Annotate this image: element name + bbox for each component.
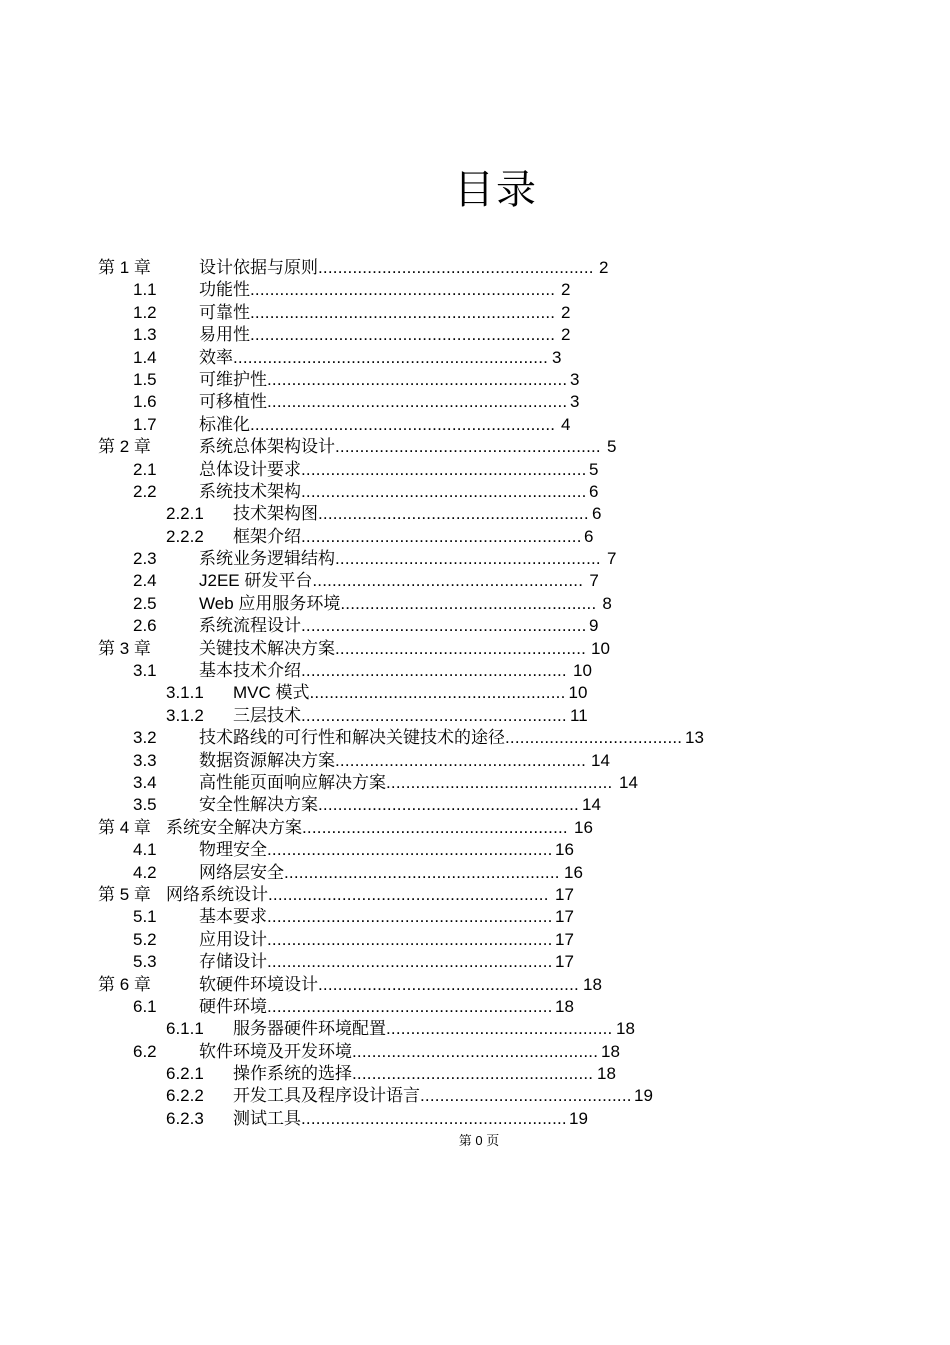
toc-entry-title: 效率 xyxy=(199,347,233,367)
toc-leader-dots: ................................................... xyxy=(335,638,587,658)
toc-entry-line xyxy=(199,839,574,861)
toc-page-number: 19 xyxy=(569,1108,588,1128)
toc-entry-number: 6.2 xyxy=(133,1041,157,1061)
toc-entry[interactable] xyxy=(0,996,950,1018)
toc-entry-title: 可靠性 xyxy=(199,302,250,322)
toc-entry[interactable] xyxy=(0,615,950,637)
toc-entry-title: 物理安全 xyxy=(199,840,267,860)
toc-entry-line xyxy=(199,324,570,346)
toc-leader-dots: .................................................... xyxy=(340,593,597,613)
toc-leader-dots: .......................................................... xyxy=(301,616,587,636)
toc-entry-line xyxy=(199,615,598,637)
toc-leader-dots: ..................................................... xyxy=(318,795,579,815)
toc-leader-dots: .......................................................... xyxy=(267,929,553,949)
toc-page-number: 6 xyxy=(589,481,599,501)
toc-entry-title: 硬件环境 xyxy=(199,996,267,1016)
toc-entry[interactable] xyxy=(0,1063,950,1085)
toc-page-number: 17 xyxy=(555,907,574,927)
toc-entry-number: 5.2 xyxy=(133,929,157,949)
toc-page-number: 9 xyxy=(589,616,599,636)
toc-entry-line xyxy=(199,459,598,481)
toc-entry-number: 2.5 xyxy=(133,593,157,613)
toc-entry-line xyxy=(233,1085,653,1107)
toc-page-number: 13 xyxy=(685,728,704,748)
toc-entry-number: 5.1 xyxy=(133,907,157,927)
toc-entry[interactable] xyxy=(0,1085,950,1107)
toc-entry-number: 6.1.1 xyxy=(166,1019,204,1039)
toc-entry-title: 系统流程设计 xyxy=(199,616,301,636)
toc-entry-number: 6.2.3 xyxy=(166,1108,204,1128)
toc-title: 目录 xyxy=(454,168,538,212)
toc-entry-title: 关键技术解决方案 xyxy=(199,638,335,658)
toc-entry-number: 第 1 章 xyxy=(98,258,151,277)
toc-entry-title: 安全性解决方案 xyxy=(199,795,318,815)
toc-entry-title: 总体设计要求 xyxy=(199,459,301,479)
toc-entry-line xyxy=(199,436,616,458)
toc-page-number: 11 xyxy=(570,705,588,725)
toc-entry-title: 系统总体架构设计 xyxy=(199,437,335,457)
toc-entry[interactable] xyxy=(0,660,950,682)
toc-page-number: 17 xyxy=(555,952,574,972)
toc-entry-line xyxy=(233,682,587,704)
toc-leader-dots: ....................................................... xyxy=(318,504,589,524)
toc-entry-number: 1.4 xyxy=(133,347,157,367)
toc-entry-title: 标准化 xyxy=(199,414,250,434)
toc-entry-title: 网络层安全 xyxy=(199,862,284,882)
toc-entry-number: 6.2.1 xyxy=(166,1064,204,1084)
toc-page-number: 2 xyxy=(561,280,571,300)
toc-entry[interactable] xyxy=(0,1041,950,1063)
toc-entry[interactable] xyxy=(0,727,950,749)
toc-leader-dots: ...................................................... xyxy=(335,549,601,569)
toc-entry-number: 1.5 xyxy=(133,369,157,389)
toc-entry[interactable] xyxy=(0,481,950,503)
toc-leader-dots: .......................................................... xyxy=(301,481,587,501)
toc-entry[interactable] xyxy=(0,705,950,727)
toc-entry-line xyxy=(199,548,616,570)
toc-entry-number: 2.2.1 xyxy=(166,504,204,524)
toc-entry-title: 系统技术架构 xyxy=(199,481,301,501)
toc-entry-number: 1.7 xyxy=(133,414,157,434)
toc-entry-title: 服务器硬件环境配置 xyxy=(233,1019,386,1039)
toc-entry-line xyxy=(233,705,588,727)
toc-entry-title: 应用设计 xyxy=(199,929,267,949)
toc-leader-dots: ......................................................... xyxy=(268,884,549,904)
toc-entry-title: 可移植性 xyxy=(199,392,267,412)
toc-entry-number: 4.2 xyxy=(133,862,157,882)
toc-entry-line xyxy=(199,593,612,615)
toc-entry-line xyxy=(199,414,570,436)
toc-entry-line xyxy=(199,391,579,413)
toc-entry-number: 第 6 章 xyxy=(98,974,151,994)
toc-entry[interactable] xyxy=(0,772,950,794)
toc-leader-dots: .............................................................. xyxy=(250,280,556,300)
toc-leader-dots: ....................................................... xyxy=(312,571,584,591)
toc-entry[interactable] xyxy=(0,884,950,906)
toc-page-number: 7 xyxy=(607,549,617,569)
toc-entry-line xyxy=(199,996,574,1018)
toc-leader-dots: .............................................................. xyxy=(250,325,556,345)
toc-entry-line xyxy=(199,772,638,794)
toc-entry-title: Web 应用服务环境 xyxy=(199,593,341,613)
toc-page-number: 3 xyxy=(570,369,580,389)
toc-leader-dots: ................................................... xyxy=(335,750,587,770)
toc-page-number: 18 xyxy=(601,1041,620,1061)
toc-leader-dots: .................................................. xyxy=(352,1041,599,1061)
toc-entry-line xyxy=(166,884,574,906)
toc-leader-dots: ........................................... xyxy=(420,1086,632,1106)
toc-entry-number: 3.1 xyxy=(133,661,157,681)
toc-entry-line xyxy=(199,257,608,279)
toc-page-number: 18 xyxy=(555,996,574,1016)
toc-entry-line xyxy=(233,1108,588,1130)
toc-entry-title: 系统安全解决方案 xyxy=(166,817,302,837)
toc-page-number: 18 xyxy=(597,1064,616,1084)
toc-entry-number: 2.4 xyxy=(133,571,157,591)
toc-entry-number: 3.1.1 xyxy=(166,683,204,703)
toc-page-number: 2 xyxy=(561,325,571,345)
toc-page-number: 18 xyxy=(583,974,602,994)
toc-entry-number: 2.2 xyxy=(133,481,157,501)
toc-entry-line xyxy=(199,974,602,996)
toc-leader-dots: ...................................................... xyxy=(301,705,567,725)
toc-entry-title: 软件环境及开发环境 xyxy=(199,1041,352,1061)
toc-entry[interactable] xyxy=(0,1018,950,1040)
table-of-contents xyxy=(0,257,950,1130)
toc-entry-number: 1.2 xyxy=(133,302,157,322)
toc-entry-title: J2EE 研发平台 xyxy=(199,571,313,591)
toc-entry-title: 测试工具 xyxy=(233,1108,301,1128)
toc-entry-title: 开发工具及程序设计语言 xyxy=(233,1086,420,1106)
toc-page-number: 6 xyxy=(592,504,602,524)
toc-entry[interactable] xyxy=(0,638,950,660)
toc-leader-dots: .......................................................... xyxy=(267,996,553,1016)
toc-page-number: 16 xyxy=(574,817,593,837)
toc-entry[interactable] xyxy=(0,526,950,548)
toc-entry-title: 数据资源解决方案 xyxy=(199,750,335,770)
toc-entry-number: 5.3 xyxy=(133,952,157,972)
toc-entry[interactable] xyxy=(0,369,950,391)
toc-page-number: 10 xyxy=(573,661,592,681)
toc-entry-title: 技术架构图 xyxy=(233,504,318,524)
toc-entry-number: 6.2.2 xyxy=(166,1086,204,1106)
toc-entry[interactable] xyxy=(0,391,950,413)
toc-page-number: 17 xyxy=(555,884,574,904)
toc-entry[interactable] xyxy=(0,436,950,458)
toc-entry[interactable] xyxy=(0,862,950,884)
toc-entry[interactable] xyxy=(0,302,950,324)
toc-entry-line xyxy=(166,817,593,839)
toc-entry-title: 功能性 xyxy=(199,280,250,300)
toc-page-number: 14 xyxy=(619,772,638,792)
toc-entry-number: 1.1 xyxy=(133,280,157,300)
toc-entry-line xyxy=(199,570,599,592)
toc-entry-number: 3.1.2 xyxy=(166,705,204,725)
toc-entry-line xyxy=(199,929,574,951)
toc-leader-dots: ...................................................... xyxy=(302,817,568,837)
toc-entry[interactable] xyxy=(0,548,950,570)
toc-entry[interactable] xyxy=(0,257,950,279)
toc-entry[interactable] xyxy=(0,414,950,436)
toc-entry-line xyxy=(199,279,570,301)
toc-leader-dots: .............................................................. xyxy=(250,414,556,434)
toc-entry-title: 技术路线的可行性和解决关键技术的途径 xyxy=(199,728,505,748)
toc-leader-dots: ......................................................... xyxy=(301,526,582,546)
toc-entry-number: 3.5 xyxy=(133,795,157,815)
toc-leader-dots: .......................................................... xyxy=(267,840,553,860)
toc-entry[interactable] xyxy=(0,906,950,928)
toc-leader-dots: ........................................................ xyxy=(284,862,560,882)
toc-entry-title: 系统业务逻辑结构 xyxy=(199,549,335,569)
toc-entry-number: 3.3 xyxy=(133,750,157,770)
toc-entry[interactable] xyxy=(0,794,950,816)
toc-leader-dots: .............................................................. xyxy=(250,302,556,322)
toc-entry-line xyxy=(233,1018,635,1040)
toc-page-number: 14 xyxy=(591,750,610,770)
toc-entry-title: 存储设计 xyxy=(199,952,267,972)
toc-entry-line xyxy=(199,750,610,772)
toc-entry-number: 2.2.2 xyxy=(166,526,204,546)
toc-page-number: 10 xyxy=(591,638,610,658)
toc-leader-dots: ...................................................... xyxy=(301,1108,567,1128)
toc-entry-number: 2.3 xyxy=(133,549,157,569)
toc-leader-dots: ................................................. xyxy=(352,1064,594,1084)
toc-entry-line xyxy=(199,638,610,660)
toc-entry[interactable] xyxy=(0,347,950,369)
toc-leader-dots: .......................................................... xyxy=(301,459,587,479)
toc-page-number: 10 xyxy=(568,683,588,703)
toc-entry-number: 6.1 xyxy=(133,996,157,1016)
toc-entry[interactable] xyxy=(0,929,950,951)
toc-page-number: 16 xyxy=(564,862,583,882)
toc-page-number: 6 xyxy=(584,526,594,546)
toc-entry-line xyxy=(199,906,574,928)
toc-entry-number: 4.1 xyxy=(133,840,157,860)
toc-entry-title: 基本要求 xyxy=(199,907,267,927)
toc-entry[interactable] xyxy=(0,817,950,839)
toc-entry-line xyxy=(233,526,593,548)
toc-entry-line xyxy=(199,862,583,884)
toc-entry[interactable] xyxy=(0,503,950,525)
toc-leader-dots: ............................................................. xyxy=(267,392,568,412)
toc-leader-dots: ........................................................ xyxy=(318,258,594,277)
toc-leader-dots: .......................................................... xyxy=(267,907,553,927)
toc-leader-dots: .............................................. xyxy=(386,1019,613,1039)
toc-entry[interactable] xyxy=(0,682,950,704)
toc-page-number: 2 xyxy=(599,258,609,277)
toc-page-number: 16 xyxy=(555,840,574,860)
toc-page-number: 8 xyxy=(602,593,612,613)
toc-entry-title: 网络系统设计 xyxy=(166,884,268,904)
toc-leader-dots: .................................... xyxy=(505,728,683,748)
toc-page-number: 19 xyxy=(634,1086,653,1106)
toc-entry[interactable] xyxy=(0,459,950,481)
toc-entry-number: 第 5 章 xyxy=(98,884,151,904)
toc-entry-title: 软硬件环境设计 xyxy=(199,974,318,994)
toc-leader-dots: .............................................. xyxy=(386,772,613,792)
toc-leader-dots: .................................................... xyxy=(309,683,566,703)
toc-page-number: 5 xyxy=(589,459,599,479)
toc-entry-title: 操作系统的选择 xyxy=(233,1064,352,1084)
toc-entry-line xyxy=(199,302,570,324)
toc-entry-line xyxy=(199,660,592,682)
toc-entry[interactable] xyxy=(0,839,950,861)
toc-entry-line xyxy=(199,1041,620,1063)
toc-entry-line xyxy=(199,369,579,391)
toc-entry-line xyxy=(199,347,561,369)
toc-entry-line xyxy=(199,727,704,749)
toc-entry-title: 易用性 xyxy=(199,325,250,345)
toc-entry[interactable] xyxy=(0,279,950,301)
toc-page-number: 5 xyxy=(607,437,617,457)
toc-page-number: 3 xyxy=(552,347,562,367)
toc-entry-number: 第 2 章 xyxy=(98,437,151,457)
toc-page-number: 2 xyxy=(561,302,571,322)
toc-entry[interactable] xyxy=(0,974,950,996)
toc-leader-dots: ...................................................... xyxy=(301,661,567,681)
toc-entry[interactable] xyxy=(0,750,950,772)
toc-entry-line xyxy=(199,481,598,503)
toc-entry-line xyxy=(233,1063,616,1085)
toc-page-number: 14 xyxy=(582,795,601,815)
toc-page-number: 17 xyxy=(555,929,574,949)
toc-leader-dots: ............................................................. xyxy=(267,369,568,389)
toc-entry[interactable] xyxy=(0,593,950,615)
toc-entry-title: 高性能页面响应解决方案 xyxy=(199,772,386,792)
toc-leader-dots: ................................................................ xyxy=(233,347,549,367)
toc-entry-title: 可维护性 xyxy=(199,369,267,389)
toc-entry-title: 三层技术 xyxy=(233,705,301,725)
page-footer: 第 0 页 xyxy=(458,1133,500,1148)
toc-entry-title: MVC 模式 xyxy=(233,683,310,703)
toc-page-number: 4 xyxy=(561,414,571,434)
toc-leader-dots: ...................................................... xyxy=(335,437,601,457)
toc-entry[interactable] xyxy=(0,1108,950,1130)
toc-entry-title: 基本技术介绍 xyxy=(199,661,301,681)
toc-entry-number: 1.3 xyxy=(133,325,157,345)
toc-entry-number: 2.1 xyxy=(133,459,157,479)
toc-page-number: 18 xyxy=(616,1019,635,1039)
toc-entry-title: 设计依据与原则 xyxy=(199,258,318,277)
toc-leader-dots: .......................................................... xyxy=(267,952,553,972)
toc-entry-number: 第 4 章 xyxy=(98,817,151,837)
toc-entry-number: 3.2 xyxy=(133,728,157,748)
toc-entry-line xyxy=(233,503,601,525)
toc-page-number: 7 xyxy=(589,571,599,591)
toc-page-number: 3 xyxy=(570,392,580,412)
toc-entry-number: 2.6 xyxy=(133,616,157,636)
toc-entry-title: 框架介绍 xyxy=(233,526,301,546)
toc-entry-number: 1.6 xyxy=(133,392,157,412)
toc-entry-line xyxy=(199,951,574,973)
toc-entry-number: 第 3 章 xyxy=(98,638,151,658)
toc-leader-dots: ..................................................... xyxy=(318,974,579,994)
toc-entry[interactable] xyxy=(0,324,950,346)
toc-entry[interactable] xyxy=(0,951,950,973)
toc-entry[interactable] xyxy=(0,570,950,592)
toc-entry-number: 3.4 xyxy=(133,772,157,792)
toc-entry-line xyxy=(199,794,601,816)
